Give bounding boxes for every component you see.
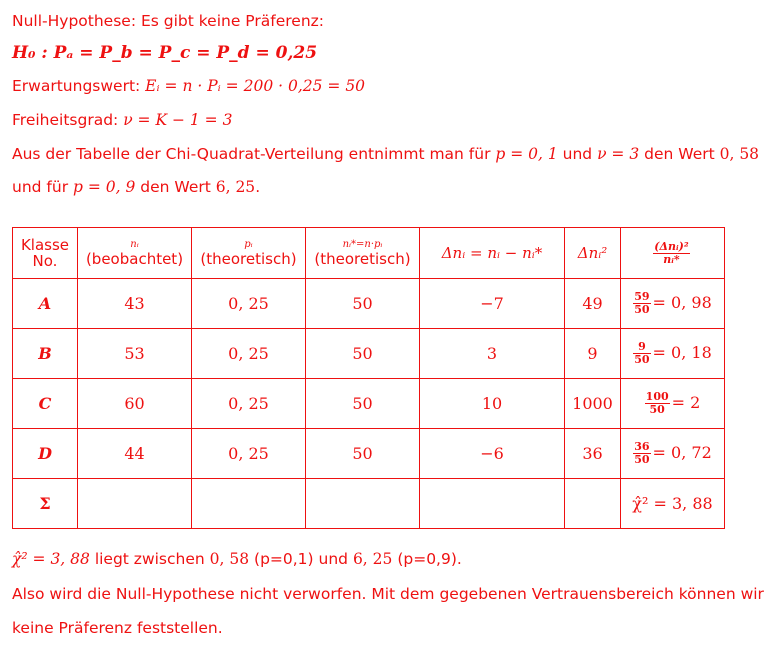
header-contribution-denominator: nᵢ* bbox=[663, 252, 680, 266]
row-d-delta: −6 bbox=[420, 429, 565, 479]
row-a-contribution bbox=[621, 279, 725, 329]
row-d-result: = 0, 72 bbox=[652, 443, 712, 462]
row-b-result: = 0, 18 bbox=[652, 343, 712, 362]
intro-line-4 bbox=[12, 111, 232, 129]
row-a-delta-squared: 49 bbox=[565, 279, 621, 329]
row-a-klasse: A bbox=[13, 279, 78, 329]
sum-empty-1 bbox=[78, 479, 192, 529]
header-contribution-numerator: (Δnᵢ)² bbox=[654, 239, 689, 253]
row-b-klasse: B bbox=[13, 329, 78, 379]
sum-empty-5 bbox=[565, 479, 621, 529]
table-row bbox=[13, 279, 725, 329]
conclusion-upper: 6, 25 bbox=[352, 550, 393, 568]
degrees-of-freedom-label: Freiheitsgrad: bbox=[12, 111, 124, 129]
chi-table-value1: 0, 58 bbox=[719, 145, 760, 163]
row-c-delta: 10 bbox=[420, 379, 565, 429]
row-a-denominator: 50 bbox=[634, 303, 650, 316]
row-c-observed: 60 bbox=[78, 379, 192, 429]
sum-empty-2 bbox=[192, 479, 306, 529]
outro-line-2 bbox=[12, 585, 764, 603]
sum-empty-4 bbox=[420, 479, 565, 529]
chi-table-p2: p = 0, 9 bbox=[73, 178, 136, 196]
row-a-observed: 43 bbox=[78, 279, 192, 329]
header-delta-squared-formula: Δnᵢ² bbox=[577, 244, 608, 262]
row-c-fraction bbox=[645, 391, 670, 416]
row-d-numerator: 36 bbox=[634, 440, 650, 453]
sum-empty-3 bbox=[306, 479, 420, 529]
row-d-observed: 44 bbox=[78, 429, 192, 479]
table-row bbox=[13, 429, 725, 479]
row-b-fraction bbox=[633, 341, 650, 366]
header-expected-label: (theoretisch) bbox=[314, 250, 411, 268]
intro-line-3 bbox=[12, 77, 365, 95]
intro-line-1 bbox=[12, 12, 324, 30]
row-a-expected: 50 bbox=[306, 279, 420, 329]
row-d-contribution bbox=[621, 429, 725, 479]
table-header-row bbox=[13, 228, 725, 279]
chi-table-text-e: den Wert bbox=[135, 178, 216, 196]
row-c-probability: 0, 25 bbox=[192, 379, 306, 429]
row-b-numerator: 9 bbox=[633, 341, 650, 354]
row-d-expected: 50 bbox=[306, 429, 420, 479]
row-b-delta: 3 bbox=[420, 329, 565, 379]
chi-table-text-a: Aus der Tabelle der Chi-Quadrat-Verteilung entnimmt man für bbox=[12, 145, 496, 163]
outro-line-1 bbox=[12, 550, 462, 568]
row-c-expected: 50 bbox=[306, 379, 420, 429]
chi-table-value2: 6, 25 bbox=[215, 178, 256, 196]
row-a-numerator: 59 bbox=[634, 290, 650, 303]
row-c-contribution bbox=[621, 379, 725, 429]
row-b-denominator: 50 bbox=[634, 353, 650, 366]
row-c-numerator: 100 bbox=[645, 390, 669, 403]
row-d-denominator: 50 bbox=[634, 453, 650, 466]
row-b-observed: 53 bbox=[78, 329, 192, 379]
sum-total: χ̂² = 3, 88 bbox=[621, 479, 725, 529]
chi-table-nu: ν = 3 bbox=[597, 145, 640, 163]
chi-table-text-c: den Wert bbox=[639, 145, 720, 163]
expected-value-formula: Eᵢ = n · Pᵢ = 200 · 0,25 = 50 bbox=[145, 77, 366, 95]
outro-line-3 bbox=[12, 619, 223, 637]
header-observed-label: (beobachtet) bbox=[85, 250, 184, 268]
chi-square-table bbox=[12, 227, 725, 529]
row-c-klasse: C bbox=[13, 379, 78, 429]
header-delta bbox=[420, 228, 565, 279]
conclusion-lower: 0, 58 bbox=[209, 550, 250, 568]
table-row bbox=[13, 329, 725, 379]
header-probability-symbol: pᵢ bbox=[244, 239, 253, 250]
header-contribution bbox=[621, 228, 725, 279]
sum-label: Σ bbox=[13, 479, 78, 529]
row-d-fraction bbox=[633, 441, 650, 466]
table-sum-row bbox=[13, 479, 725, 529]
header-klasse bbox=[13, 228, 78, 279]
expected-value-label: Erwartungswert: bbox=[12, 77, 146, 95]
conclusion-text-a: liegt zwischen bbox=[89, 550, 210, 568]
intro-line-6 bbox=[12, 178, 260, 196]
conclusion-sentence-2: keine Präferenz feststellen. bbox=[12, 619, 223, 637]
intro-line-5 bbox=[12, 145, 759, 163]
header-observed bbox=[78, 228, 192, 279]
row-d-klasse: D bbox=[13, 429, 78, 479]
intro-line-2 bbox=[12, 43, 317, 63]
header-expected-symbol: nᵢ*=n·pᵢ bbox=[342, 239, 383, 250]
null-hypothesis-heading: Null-Hypothese: Es gibt keine Präferenz: bbox=[12, 12, 324, 30]
chi-hat-value: χ̂² = 3, 88 bbox=[12, 550, 90, 568]
chi-table-text-f: . bbox=[255, 178, 261, 196]
header-delta-formula: Δnᵢ = nᵢ − nᵢ* bbox=[441, 244, 543, 262]
chi-table-text-b: und bbox=[557, 145, 598, 163]
header-expected bbox=[306, 228, 420, 279]
row-c-delta-squared: 1000 bbox=[565, 379, 621, 429]
header-klasse-bottom: No. bbox=[32, 252, 58, 270]
degrees-of-freedom-formula: ν = K − 1 = 3 bbox=[123, 111, 233, 129]
row-a-delta: −7 bbox=[420, 279, 565, 329]
header-klasse-top: Klasse bbox=[20, 236, 70, 254]
table-row bbox=[13, 379, 725, 429]
row-a-probability: 0, 25 bbox=[192, 279, 306, 329]
conclusion-sentence-1: Also wird die Null-Hypothese nicht verworfen. Mit dem gegebenen Vertrauensbereich können wir bbox=[12, 585, 764, 603]
row-b-expected: 50 bbox=[306, 329, 420, 379]
row-c-result: = 2 bbox=[671, 393, 701, 412]
row-b-contribution bbox=[621, 329, 725, 379]
row-b-probability: 0, 25 bbox=[192, 329, 306, 379]
row-a-result: = 0, 98 bbox=[652, 293, 712, 312]
conclusion-text-c: (p=0,9). bbox=[392, 550, 462, 568]
chi-table-p1: p = 0, 1 bbox=[495, 145, 558, 163]
chi-table-text-d: und für bbox=[12, 178, 73, 196]
null-hypothesis-formula: H₀ : Pₐ = P_b = P_c = P_d = 0,25 bbox=[12, 43, 318, 63]
header-probability-label: (theoretisch) bbox=[200, 250, 297, 268]
header-observed-symbol: nᵢ bbox=[130, 239, 139, 250]
header-contribution-fraction bbox=[653, 241, 689, 266]
row-a-fraction bbox=[633, 291, 650, 316]
row-c-denominator: 50 bbox=[649, 403, 665, 416]
header-probability bbox=[192, 228, 306, 279]
conclusion-text-b: (p=0,1) und bbox=[249, 550, 353, 568]
row-d-delta-squared: 36 bbox=[565, 429, 621, 479]
header-delta-squared bbox=[565, 228, 621, 279]
row-b-delta-squared: 9 bbox=[565, 329, 621, 379]
row-d-probability: 0, 25 bbox=[192, 429, 306, 479]
